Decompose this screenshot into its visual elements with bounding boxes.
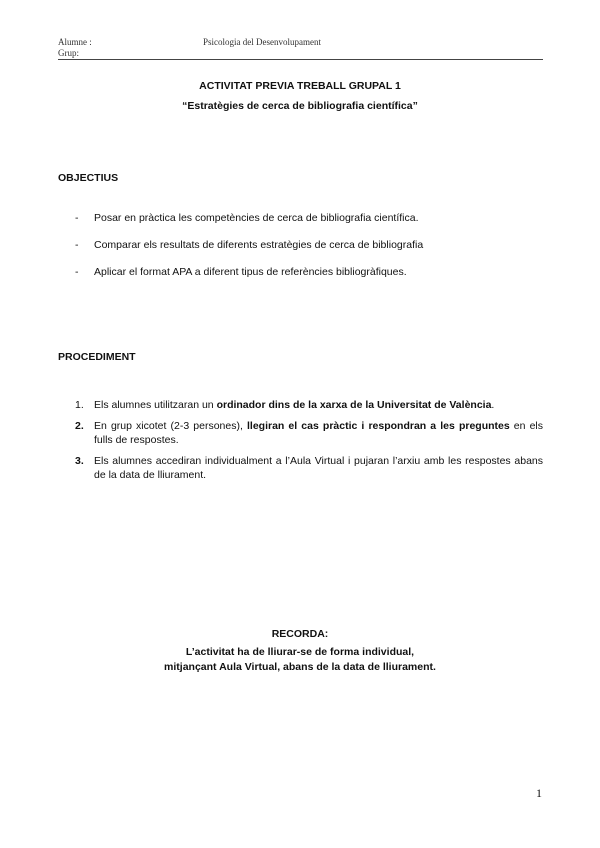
item-bold-text: ordinador dins de la xarxa de la Universitat de València	[216, 399, 492, 411]
grup-label: Grup:	[58, 48, 79, 58]
dash-bullet: -	[75, 239, 79, 251]
document-subtitle: “Estratègies de cerca de bibliografia científica”	[182, 100, 418, 112]
recorda-line-2: mitjançant Aula Virtual, abans de la data de lliurament.	[164, 661, 436, 673]
item-bold-text: llegiran el cas pràctic i respondran a les preguntes	[246, 420, 510, 432]
list-item	[58, 419, 543, 447]
item-text-end: .	[491, 399, 495, 411]
list-item	[58, 266, 548, 293]
objectiu-text: Comparar els resultats de diferents estratègies de cerca de bibliografia	[94, 239, 424, 251]
list-item	[58, 239, 548, 266]
subject-name: Psicologia del Desenvolupament	[203, 37, 321, 47]
recorda-heading: RECORDA:	[271, 628, 329, 640]
objectius-heading: OBJECTIUS	[58, 172, 119, 184]
item-number: 2.	[75, 420, 84, 432]
list-item	[58, 454, 543, 482]
alumne-label: Alumne :	[58, 37, 92, 47]
objectius-list	[58, 212, 548, 293]
procediment-list	[58, 398, 543, 489]
item-text: En grup xicotet (2-3 persones),	[94, 420, 247, 432]
dash-bullet: -	[75, 266, 79, 278]
list-item	[58, 212, 548, 239]
item-text: Els alumnes utilitzaran un	[94, 399, 217, 411]
document-title: ACTIVITAT PREVIA TREBALL GRUPAL 1	[199, 80, 401, 92]
recorda-line-1: L’activitat ha de lliurar-se de forma individual,	[185, 646, 415, 658]
objectiu-text: Aplicar el format APA a diferent tipus de referències bibliogràfiques.	[94, 266, 407, 278]
objectiu-text: Posar en pràctica les competències de cerca de bibliografia científica.	[94, 212, 419, 224]
procediment-heading: PROCEDIMENT	[58, 351, 136, 363]
item-text: Els alumnes accediran individualment a l’Aula Virtual i pujaran l’arxiu amb les respostes abans de la data de lliurament.	[94, 455, 543, 481]
item-number: 1.	[75, 399, 84, 411]
page-header	[58, 35, 543, 60]
page-number: 1	[536, 786, 542, 800]
item-number: 3.	[75, 455, 84, 467]
item-text-end: en els fulls de respostes.	[94, 420, 544, 446]
dash-bullet: -	[75, 212, 79, 224]
list-item	[58, 398, 543, 412]
